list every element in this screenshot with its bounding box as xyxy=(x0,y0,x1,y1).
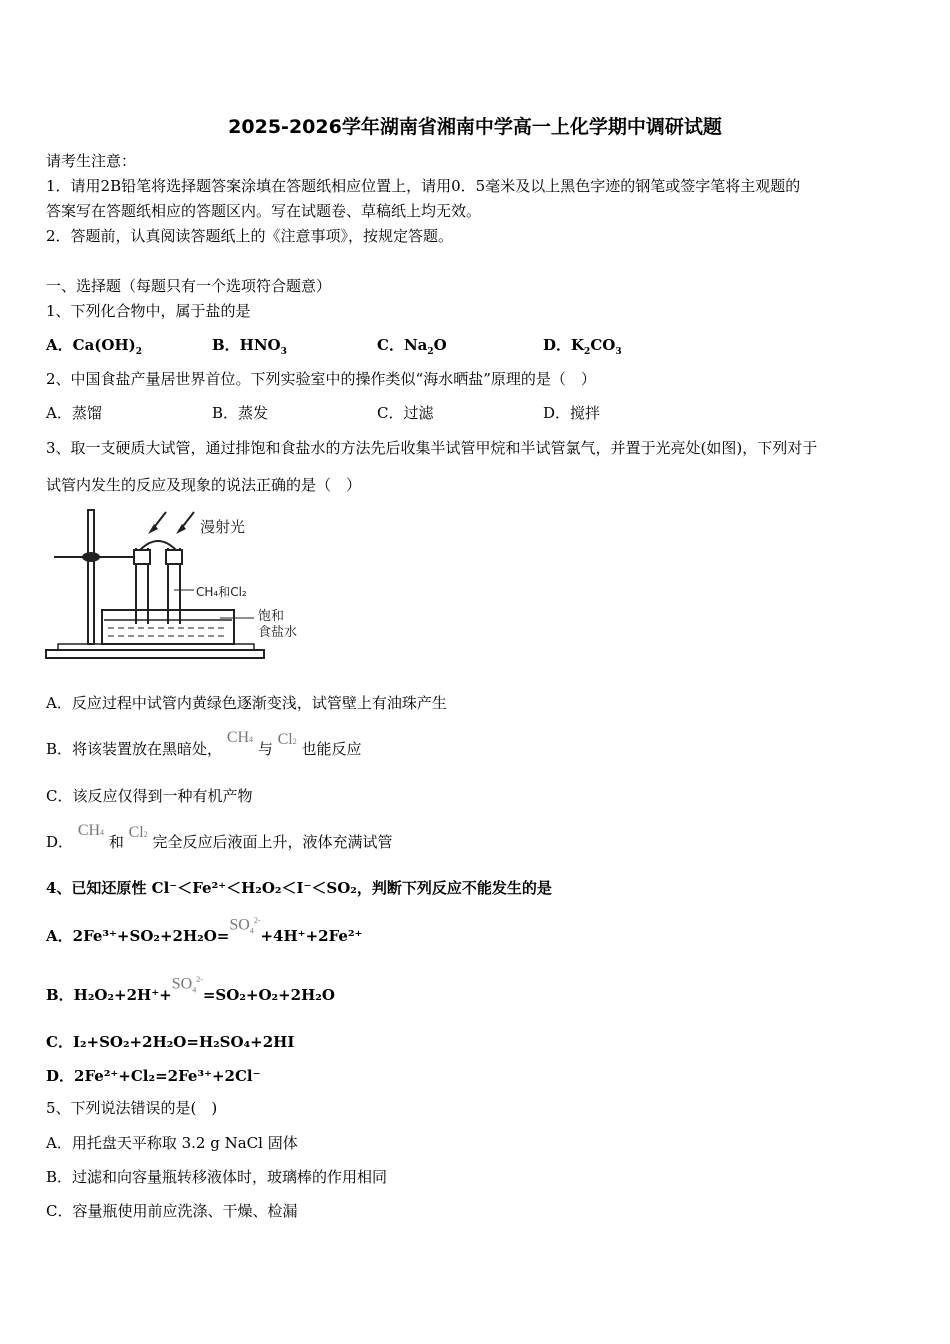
q3-option-a: A．反应过程中试管内黄绿色逐渐变浅，试管壁上有油珠产生 xyxy=(46,694,447,712)
q2-option-c: C．过滤 xyxy=(377,404,434,422)
q3-option-c: C．该反应仅得到一种有机产物 xyxy=(46,787,253,805)
q2-option-b: B．蒸发 xyxy=(212,404,269,422)
formula-ch4: CH4 xyxy=(226,729,254,746)
q1-stem: 1、下列化合物中，属于盐的是 xyxy=(46,302,251,320)
q3-option-b: B．将该装置放在黑暗处， CH4 与 Cl2 也能反应 xyxy=(46,729,362,758)
q5-option-b: B．过滤和向容量瓶转移液体时，玻璃棒的作用相同 xyxy=(46,1168,388,1186)
q4-option-a: A．$2Fe^{3+}+SO_2+2H_2O=SO_4^{2-}+4H^++2Fe^{2+}$ xyxy=(46,915,363,945)
q2-option-a: A．蒸馏 xyxy=(46,404,102,422)
fig-label-light: 漫射光 xyxy=(200,518,246,536)
formula-ch4: CH4 xyxy=(77,822,105,839)
notice-heading: 请考生注意： xyxy=(46,152,137,170)
apparatus-figure xyxy=(44,506,344,666)
q5-option-a: A．用托盘天平称取 3.2 g NaCl 固体 xyxy=(46,1134,298,1152)
q1-option-d: D．$K_2CO_3$ xyxy=(543,336,622,357)
formula-sulfate: $SO_4^{2-}$ xyxy=(171,974,203,995)
notice-item-1b: 答案写在答题纸相应的答题区内。写在试题卷、草稿纸上均无效。 xyxy=(46,202,482,220)
page-title: 2025-2026学年湖南省湘南中学高一上化学期中调研试题 xyxy=(228,116,722,138)
q4-option-c: C．I₂+SO₂+2H₂O=H₂SO₄+2HI xyxy=(46,1033,295,1051)
q3-option-d: D． CH4 和 Cl2 完全反应后液面上升，液体充满试管 xyxy=(46,822,393,851)
q2-stem: 2、中国食盐产量居世界首位。下列实验室中的操作类似“海水晒盐”原理的是（ ） xyxy=(46,370,596,388)
section-heading: 一、选择题（每题只有一个选项符合题意） xyxy=(46,277,332,295)
q5-stem: 5、下列说法错误的是( ) xyxy=(46,1099,218,1117)
q4-option-d: D．2Fe²⁺+Cl₂=2Fe³⁺+2Cl⁻ xyxy=(46,1067,261,1085)
q4-stem: 4、已知还原性 Cl⁻＜Fe²⁺＜H₂O₂＜I⁻＜SO₂，判断下列反应不能发生的是 xyxy=(46,879,552,897)
formula-cl2: Cl2 xyxy=(277,731,297,748)
q3-stem-line1: 3、取一支硬质大试管，通过排饱和食盐水的方法先后收集半试管甲烷和半试管氯气，并置于光亮处(如图)，下列对于 xyxy=(46,439,818,457)
q1-option-c: C．$Na_2O$ xyxy=(377,336,447,357)
q3-stem-line2: 试管内发生的反应及现象的说法正确的是（ ） xyxy=(46,476,362,494)
formula-sulfate: $SO_4^{2-}$ xyxy=(229,915,261,936)
fig-label-water-2: 食盐水 xyxy=(258,625,298,640)
fig-label-water-1: 饱和 xyxy=(258,609,285,624)
notice-item-2: 2．答题前，认真阅读答题纸上的《注意事项》，按规定答题。 xyxy=(46,227,454,245)
notice-item-1a: 1．请用2B铅笔将选择题答案涂填在答题纸相应位置上，请用0．5毫米及以上黑色字迹的钢笔或签字笔将主观题的 xyxy=(46,177,801,195)
q2-option-d: D．搅拌 xyxy=(543,404,601,422)
q1-option-b: B．$HNO_3$ xyxy=(212,336,287,357)
formula-cl2: Cl2 xyxy=(128,824,148,841)
q4-option-b: B．$H_2O_2+2H^++SO_4^{2-}=SO_2+O_2+2H_2O$ xyxy=(46,974,335,1004)
fig-label-gas: CH₄和Cl₂ xyxy=(196,585,247,599)
q5-option-c: C．容量瓶使用前应洗涤、干燥、检漏 xyxy=(46,1202,298,1220)
q1-option-a: A．$Ca(OH)_2$ xyxy=(46,336,142,357)
